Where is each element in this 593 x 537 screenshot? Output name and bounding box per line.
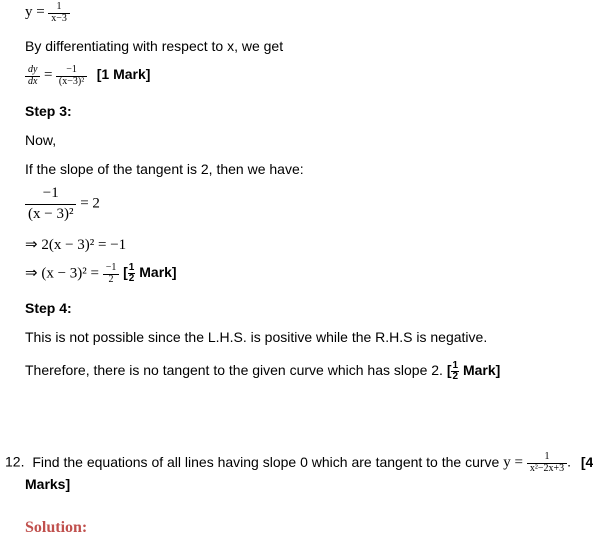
fraction: $\frac{1}{\text{x²−2x+3}}$ — [527, 452, 567, 474]
text-differentiating: By differentiating with respect to x, we get — [25, 38, 284, 54]
marks-label: [4 — [580, 453, 593, 470]
equation-y: y = $\frac{1}{x-3}$ — [25, 2, 70, 24]
marks-label-continued: Marks] — [25, 476, 71, 492]
mark-label: [ $\frac{1}{2}$ Mark] — [123, 262, 177, 285]
fraction: $\frac{-1}{\text{(x−3)²}}$ — [56, 65, 87, 87]
step-3-heading: Step 3: — [25, 103, 72, 119]
fraction: $\frac{-1}{\text{(x − 3)²}}$ — [25, 186, 76, 223]
equation-result: ⇒ (x − 3)² = $\frac{-1}{2}$ [ $\frac{1}{2}$ Mark] — [25, 262, 177, 285]
text-slope: If the slope of the tangent is 2, then we have: — [25, 161, 304, 177]
step-4-heading: Step 4: — [25, 300, 72, 316]
mark-label: [1 Mark] — [96, 66, 151, 83]
equation-slope: $\frac{-1}{\text{(x − 3)²}}$ = 2 — [25, 186, 100, 223]
question-12: 12. Find the equations of all lines having slope 0 which are tangent to the curve y = $\frac{1}{\text{x²−2x+3}}$ . [4 — [5, 451, 593, 474]
question-text: Find the equations of all lines having slope 0 which are tangent to the curve — [32, 453, 500, 470]
text-not-possible: This is not possible since the L.H.S. is positive while the R.H.S is negative. — [25, 329, 488, 345]
derivative-fraction: $\frac{dy}{dx}$ — [25, 65, 40, 87]
equation-derivative: $\frac{dy}{dx}$ = $\frac{-1}{\text{(x−3)²}}$ [1 Mark] — [25, 65, 150, 87]
question-number: 12. — [5, 453, 25, 470]
mark-label: [ $\frac{1}{2}$ Mark] — [446, 360, 501, 382]
fraction: $\frac{-1}{2}$ — [103, 263, 120, 285]
fraction: $\frac{1}{x-3}$ — [48, 2, 70, 24]
text-conclusion: Therefore, there is no tangent to the given curve which has slope 2. [ $\frac{1}{2}$ Mark] — [25, 360, 501, 382]
text-now: Now, — [25, 132, 57, 148]
solution-heading: Solution: — [25, 519, 88, 536]
equation-step: ⇒ 2(x − 3)² = −1 — [25, 237, 127, 253]
